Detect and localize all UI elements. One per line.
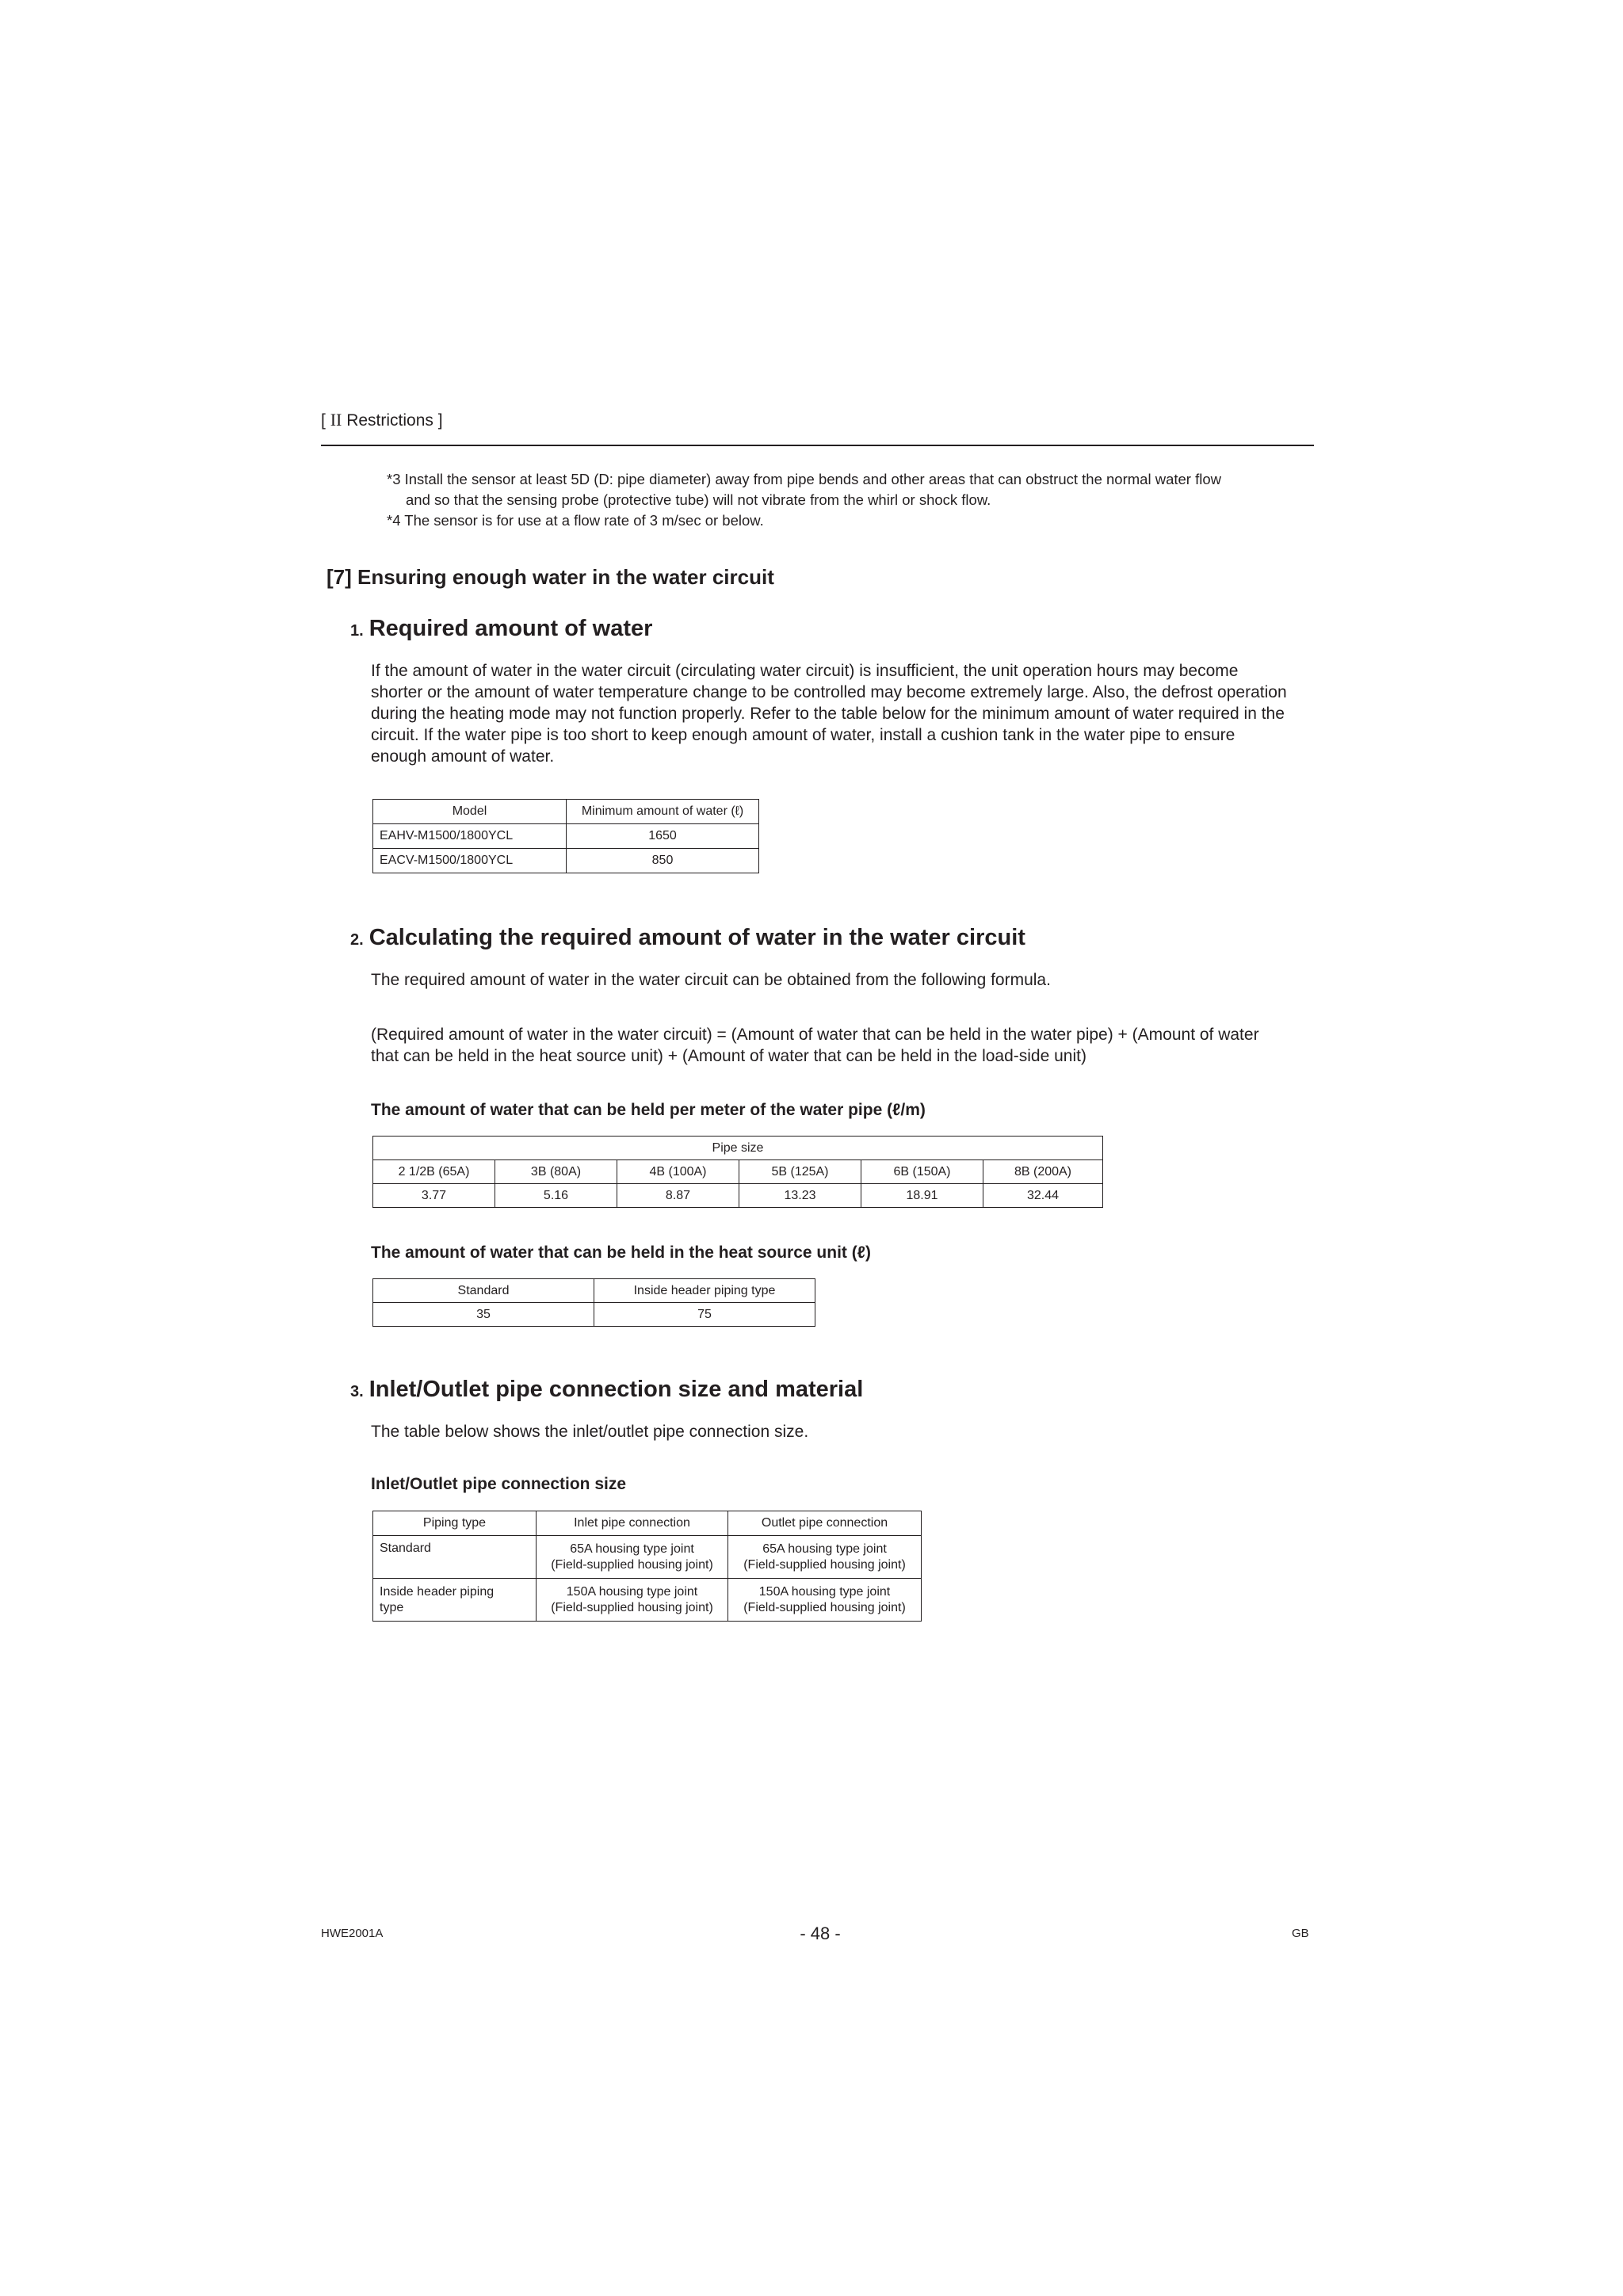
table-row	[373, 849, 759, 873]
header-bracket-open: [	[321, 411, 326, 430]
pipe-size-cell: 4B (100A)	[617, 1160, 739, 1184]
min-water-table	[372, 799, 759, 873]
subsection-1-paragraph: If the amount of water in the water circuit (circulating water circuit) is insufficient, the unit operation hours may become shorter or the amount of water temperature change to be controlled may become extremely large. Also, the defrost operation during the heating mode may not function properly. Refer to the table below for the minimum amount of water required in the circuit. If the water pipe is too short to keep enough amount of water, install a cushion tank in the water pipe to ensure enough amount of water.	[371, 662, 1287, 766]
conn-outlet-line-2: (Field-supplied housing joint)	[743, 1557, 906, 1572]
table-row	[373, 1536, 922, 1579]
pipe-table-caption: The amount of water that can be held per meter of the water pipe (ℓ/m)	[371, 1101, 926, 1119]
pipe-size-cell: 3B (80A)	[495, 1160, 617, 1184]
conn-inlet-cell	[537, 1579, 728, 1622]
pipe-size-cell: 6B (150A)	[861, 1160, 983, 1184]
subsection-3-number: 3.	[350, 1383, 364, 1400]
conn-type-cell	[373, 1579, 537, 1622]
min-water-header-amount: Minimum amount of water (ℓ)	[567, 800, 759, 824]
conn-header-outlet: Outlet pipe connection	[728, 1511, 922, 1536]
footer-region: GB	[1292, 1927, 1309, 1940]
subsection-1-number: 1.	[350, 622, 364, 640]
pipe-size-group-header: Pipe size	[373, 1137, 1103, 1160]
pipe-value-cell: 3.77	[373, 1184, 495, 1208]
pipe-value-cell: 32.44	[983, 1184, 1103, 1208]
header-rule	[321, 445, 1314, 446]
footer-doc-code: HWE2001A	[321, 1927, 384, 1940]
connection-size-table	[372, 1511, 922, 1622]
unit-value-inside: 75	[594, 1303, 815, 1327]
note-3-line-2: and so that the sensing probe (protective tube) will not vibrate from the whirl or shock flow.	[406, 491, 991, 508]
conn-outlet-cell	[728, 1579, 922, 1622]
connection-table-caption: Inlet/Outlet pipe connection size	[371, 1475, 627, 1493]
subsection-3-title: Inlet/Outlet pipe connection size and material	[369, 1377, 864, 1402]
min-water-model-cell: EACV-M1500/1800YCL	[373, 849, 567, 873]
pipe-water-table	[372, 1136, 1103, 1208]
subsection-1-heading	[350, 616, 652, 642]
subsection-2-heading	[350, 925, 1025, 951]
section-title: [7] Ensuring enough water in the water circuit	[327, 565, 774, 589]
pipe-size-cell: 8B (200A)	[983, 1160, 1103, 1184]
conn-outlet-cell	[728, 1536, 922, 1579]
conn-type-line-1: Inside header piping	[380, 1584, 495, 1599]
conn-type-line-2: type	[380, 1600, 404, 1614]
unit-header-standard: Standard	[373, 1279, 594, 1303]
table-row	[373, 1303, 815, 1327]
running-header	[321, 410, 443, 430]
unit-table-caption: The amount of water that can be held in the heat source unit (ℓ)	[371, 1244, 871, 1262]
table-row	[373, 1579, 922, 1622]
subsection-3-heading	[350, 1377, 863, 1403]
table-row	[373, 1184, 1103, 1208]
pipe-size-cell: 5B (125A)	[739, 1160, 861, 1184]
pipe-size-cell: 2 1/2B (65A)	[373, 1160, 495, 1184]
pipe-value-cell: 8.87	[617, 1184, 739, 1208]
page-number: - 48 -	[800, 1924, 841, 1943]
conn-type-cell: Standard	[373, 1536, 537, 1579]
pipe-value-cell: 5.16	[495, 1184, 617, 1208]
table-row	[373, 1160, 1103, 1184]
conn-inlet-line-1: 65A housing type joint	[570, 1541, 694, 1556]
unit-value-standard: 35	[373, 1303, 594, 1327]
heat-source-water-table	[372, 1278, 815, 1327]
conn-inlet-line-2: (Field-supplied housing joint)	[551, 1600, 713, 1614]
subsection-2-paragraph-1: The required amount of water in the water circuit can be obtained from the following formula.	[371, 971, 1051, 989]
conn-inlet-line-1: 150A housing type joint	[566, 1584, 698, 1599]
min-water-header-model: Model	[373, 800, 567, 824]
min-water-amount-cell: 1650	[567, 824, 759, 849]
conn-outlet-line-2: (Field-supplied housing joint)	[743, 1600, 906, 1614]
header-bracket-close: ]	[437, 411, 443, 430]
subsection-3-paragraph: The table below shows the inlet/outlet pipe connection size.	[371, 1423, 809, 1441]
note-3-line-1: *3 Install the sensor at least 5D (D: pipe diameter) away from pipe bends and other areas that can obstruct the normal water flow	[387, 471, 1221, 487]
conn-outlet-line-1: 150A housing type joint	[758, 1584, 891, 1599]
conn-inlet-line-2: (Field-supplied housing joint)	[551, 1557, 713, 1572]
conn-header-inlet: Inlet pipe connection	[537, 1511, 728, 1536]
note-4: *4 The sensor is for use at a flow rate of 3 m/sec or below.	[387, 512, 764, 529]
header-title: Restrictions	[346, 411, 433, 430]
pipe-value-cell: 13.23	[739, 1184, 861, 1208]
subsection-2-formula: (Required amount of water in the water circuit) = (Amount of water that can be held in the water pipe) + (Amount of water that can be held in the heat source unit) + (Amount of water that can be held in the load-side unit)	[371, 1026, 1259, 1065]
table-row	[373, 824, 759, 849]
subsection-1-title: Required amount of water	[369, 616, 653, 641]
header-chapter-numeral: II	[330, 410, 342, 430]
conn-outlet-line-1: 65A housing type joint	[762, 1541, 887, 1556]
min-water-amount-cell: 850	[567, 849, 759, 873]
pipe-value-cell: 18.91	[861, 1184, 983, 1208]
subsection-2-title: Calculating the required amount of water in the water circuit	[369, 925, 1025, 950]
conn-inlet-cell	[537, 1536, 728, 1579]
min-water-model-cell: EAHV-M1500/1800YCL	[373, 824, 567, 849]
conn-header-piping-type: Piping type	[373, 1511, 537, 1536]
subsection-2-number: 2.	[350, 931, 364, 949]
unit-header-inside: Inside header piping type	[594, 1279, 815, 1303]
